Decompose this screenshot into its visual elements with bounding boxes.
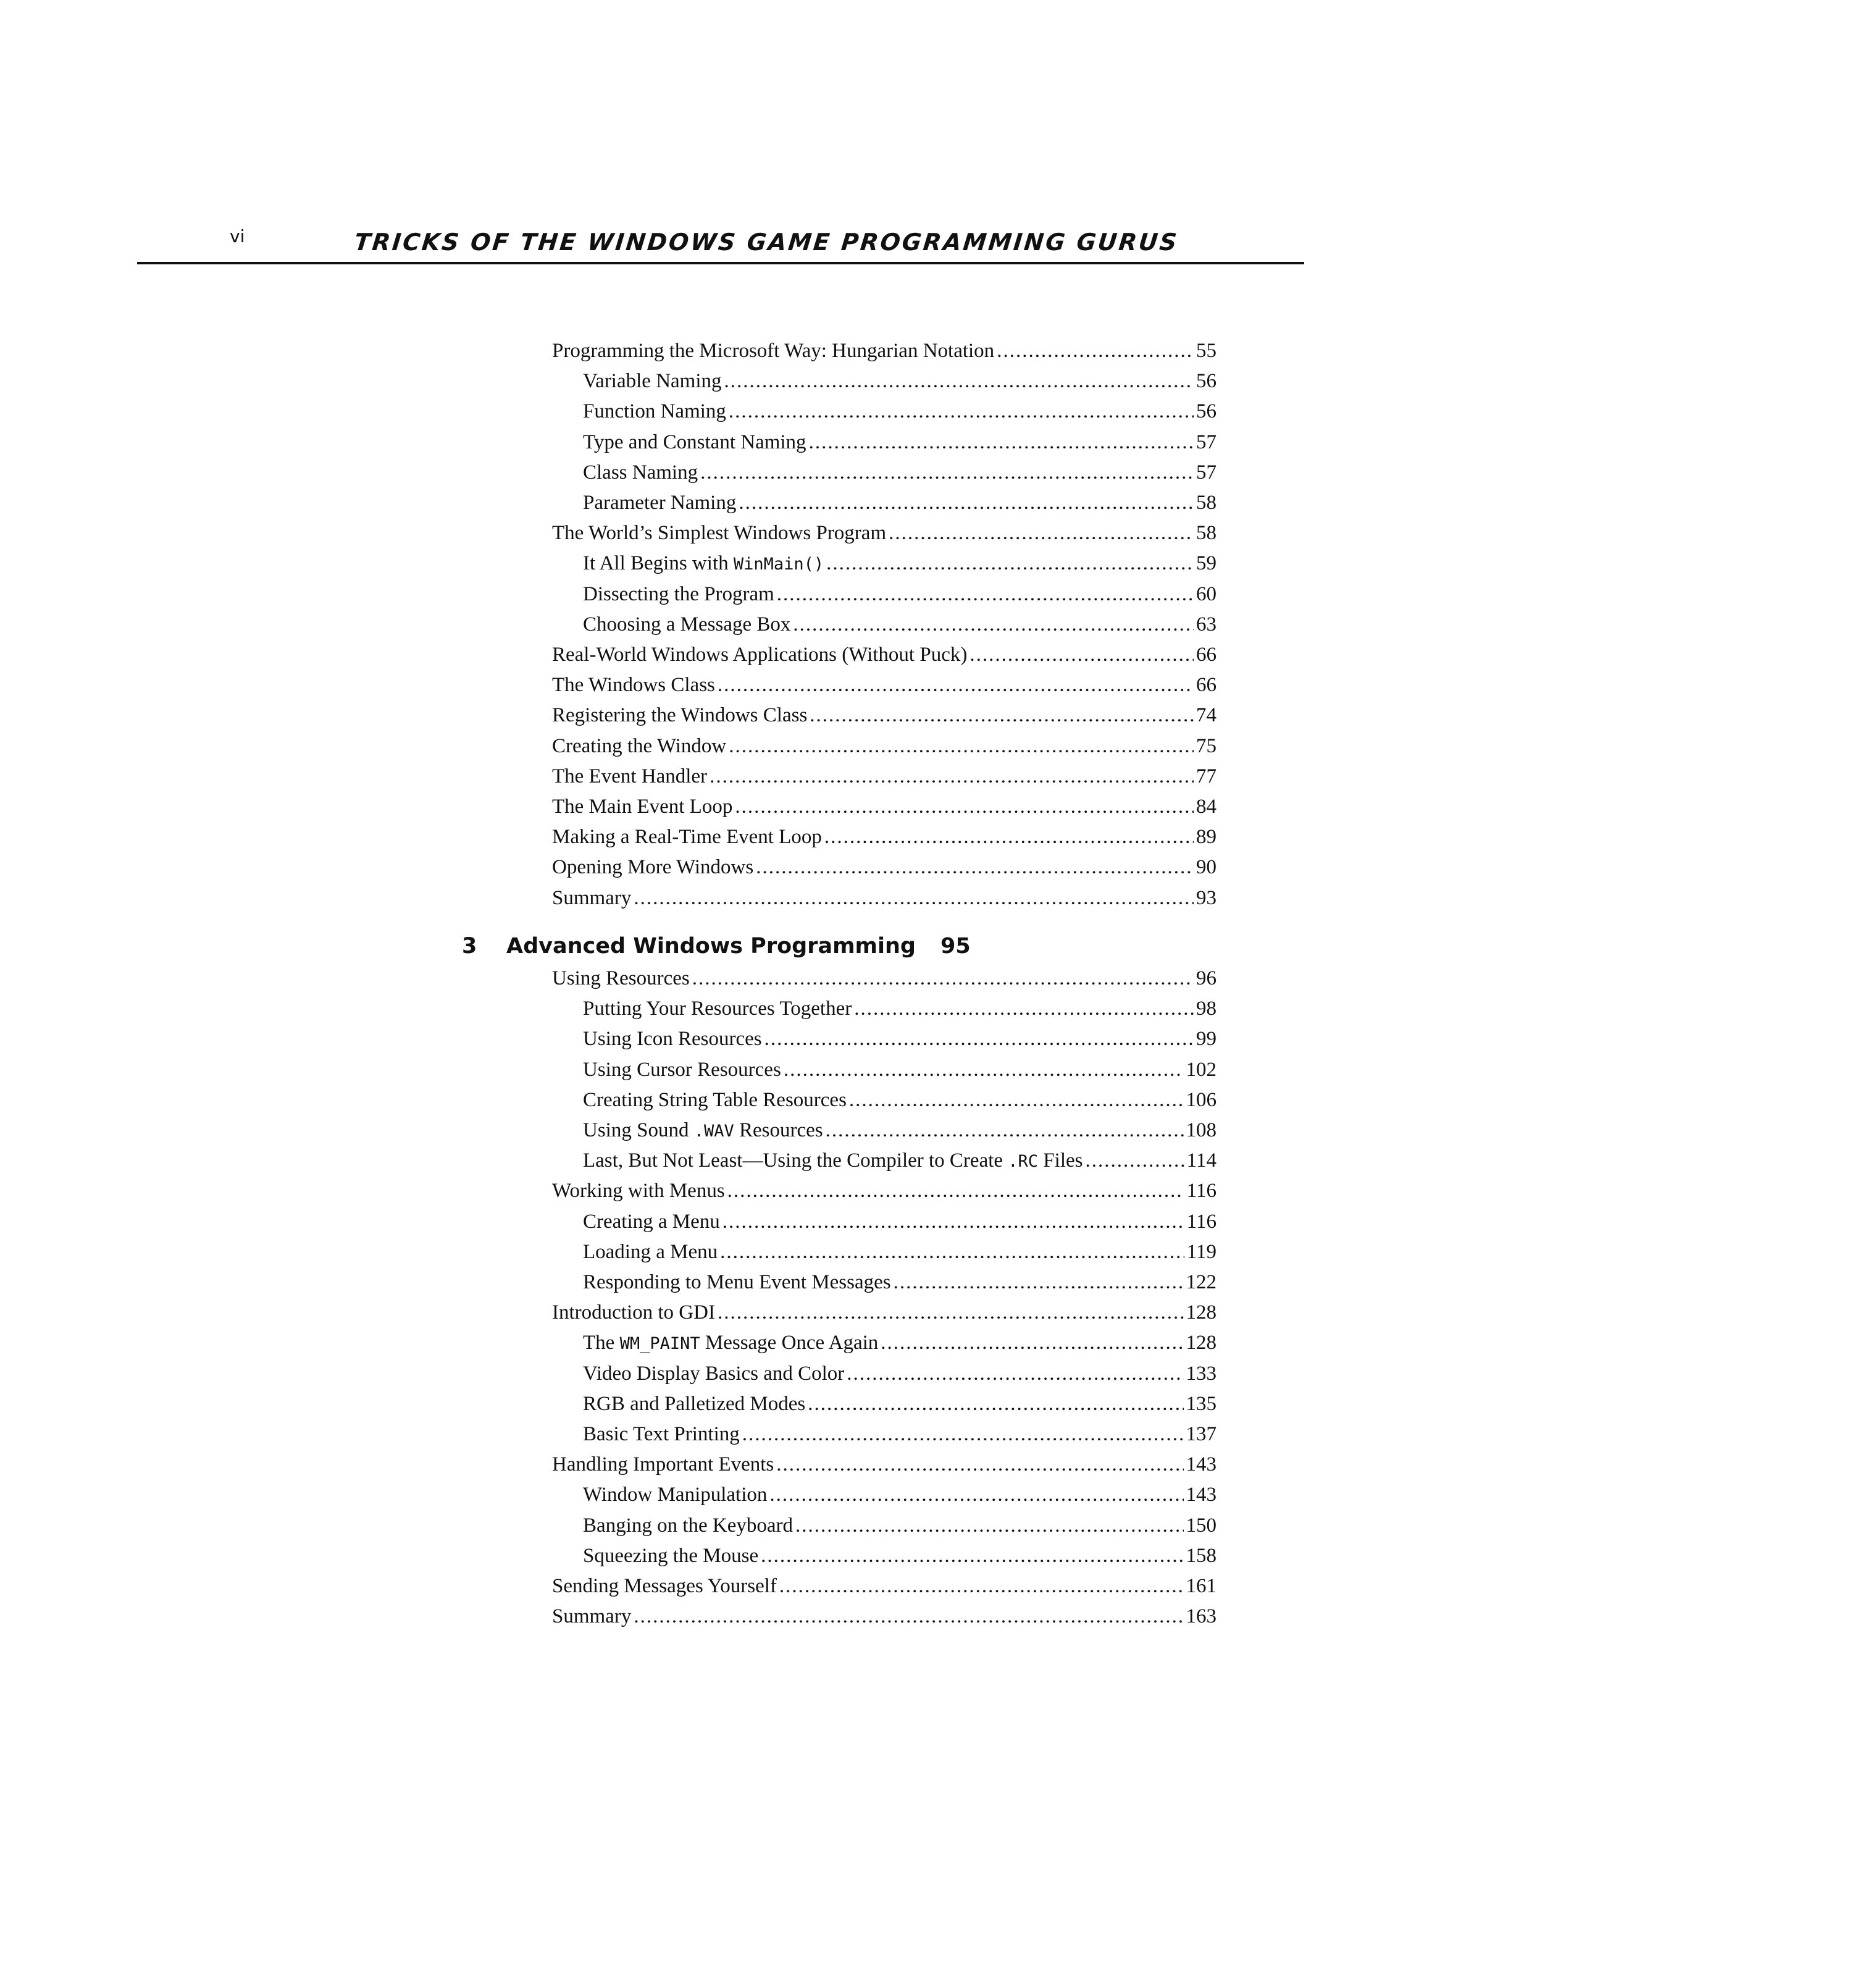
toc-entry-title xyxy=(583,1484,767,1506)
toc-entry-title xyxy=(552,1453,774,1476)
dot-leader xyxy=(826,1119,1184,1142)
toc-entry-title xyxy=(583,431,806,454)
title-text: Working with Menus xyxy=(552,1180,725,1203)
dot-leader xyxy=(881,1332,1183,1354)
title-text: It All Begins with xyxy=(583,552,734,575)
title-text: Resources xyxy=(734,1119,823,1141)
toc-entry-title xyxy=(552,1301,715,1324)
toc-entry-title xyxy=(583,370,722,393)
dot-leader xyxy=(997,340,1194,363)
code-token: .WAV xyxy=(693,1122,734,1141)
toc-entry-title xyxy=(583,583,774,606)
toc-entry xyxy=(583,1271,1216,1301)
toc-entry xyxy=(583,1089,1216,1119)
dot-leader xyxy=(779,1575,1184,1598)
toc-entry-page: 116 xyxy=(1186,1210,1216,1233)
title-text: The World’s Simplest Windows Program xyxy=(552,522,887,545)
dot-leader xyxy=(808,1393,1183,1416)
toc-entry-page: 128 xyxy=(1186,1332,1216,1354)
toc-entry xyxy=(583,370,1216,400)
toc-entry-title xyxy=(583,1362,844,1385)
toc-entry-page: 77 xyxy=(1196,765,1216,787)
toc-entry-page: 143 xyxy=(1186,1453,1216,1476)
toc-entry xyxy=(583,997,1216,1027)
dot-leader xyxy=(761,1545,1183,1568)
toc-entry-title xyxy=(583,613,790,636)
toc-entry-page: 66 xyxy=(1196,644,1216,666)
title-text: The xyxy=(583,1332,620,1354)
dot-leader xyxy=(724,370,1194,393)
title-text: Creating String Table Resources xyxy=(583,1088,847,1111)
dot-leader xyxy=(692,967,1194,990)
toc-entry-title xyxy=(583,492,736,514)
title-text: Choosing a Message Box xyxy=(583,613,791,636)
toc-entry-page: 57 xyxy=(1196,430,1216,453)
toc-entry-page: 163 xyxy=(1186,1605,1216,1628)
toc-entry xyxy=(552,887,1216,917)
dot-leader xyxy=(710,765,1194,788)
dot-leader xyxy=(634,1605,1183,1628)
toc-entry-title xyxy=(552,1575,777,1598)
toc-entry xyxy=(552,1453,1216,1483)
dot-leader xyxy=(969,644,1194,666)
dot-leader xyxy=(720,1241,1184,1264)
dot-leader xyxy=(727,1180,1184,1203)
toc-entry xyxy=(583,431,1216,461)
toc-entry xyxy=(583,1059,1216,1088)
toc-entry-page: 133 xyxy=(1186,1362,1216,1385)
toc-entry-title xyxy=(583,1423,740,1446)
toc-entry xyxy=(583,583,1216,613)
toc-entry-page: 114 xyxy=(1186,1149,1216,1172)
toc-entry xyxy=(583,492,1216,521)
toc-entry-page: 135 xyxy=(1186,1392,1216,1415)
toc-entry xyxy=(583,1241,1216,1270)
toc-entry xyxy=(552,796,1216,825)
chapter-number: 3 xyxy=(462,934,477,959)
title-text: Squeezing the Mouse xyxy=(583,1544,759,1567)
toc-entry xyxy=(583,613,1216,643)
toc-entry xyxy=(583,1332,1216,1361)
title-text: Window Manipulation xyxy=(583,1484,768,1506)
toc-entry-page: 128 xyxy=(1186,1301,1216,1324)
toc-entry xyxy=(552,967,1216,997)
toc-entry-page: 89 xyxy=(1196,826,1216,849)
dot-leader xyxy=(769,1484,1183,1506)
toc-entry-title xyxy=(552,826,822,849)
title-text: Variable Naming xyxy=(583,370,722,393)
dot-leader xyxy=(739,492,1194,514)
dot-leader xyxy=(722,1211,1184,1233)
title-text: Summary xyxy=(552,1605,632,1628)
toc-entry-title xyxy=(583,461,698,484)
title-text: Creating a Menu xyxy=(583,1210,720,1233)
toc-entry-title xyxy=(552,967,690,990)
toc-entry-page: 106 xyxy=(1186,1088,1216,1111)
toc-entry-title xyxy=(552,340,994,363)
title-text: Parameter Naming xyxy=(583,492,737,514)
chapter-heading xyxy=(462,934,971,959)
toc-entry xyxy=(552,735,1216,765)
toc-entry xyxy=(552,1301,1216,1331)
toc-entry-page: 58 xyxy=(1196,522,1216,545)
title-text: Video Display Basics and Color xyxy=(583,1362,845,1385)
dot-leader xyxy=(847,1362,1183,1385)
toc-entry xyxy=(583,552,1216,582)
toc-entry-title xyxy=(552,765,707,788)
dot-leader xyxy=(735,796,1194,818)
toc-entry-page: 102 xyxy=(1186,1058,1216,1081)
toc-entry-page: 90 xyxy=(1196,856,1216,879)
title-text: Using Icon Resources xyxy=(583,1028,762,1051)
title-text: Real-World Windows Applications (Without Puck) xyxy=(552,644,968,666)
title-text: Last, But Not Least—Using the Compiler to Create xyxy=(583,1149,1008,1172)
toc-entry-page: 75 xyxy=(1196,734,1216,757)
page-number: vi xyxy=(230,226,245,246)
dot-leader xyxy=(795,1514,1183,1537)
dot-leader xyxy=(718,674,1194,697)
toc-entry xyxy=(583,1211,1216,1240)
toc-entry-page: 60 xyxy=(1196,582,1216,605)
code-token: WinMain() xyxy=(733,555,824,574)
dot-leader xyxy=(894,1271,1184,1294)
dot-leader xyxy=(824,826,1194,849)
toc-entry-title xyxy=(583,1545,758,1568)
title-text: The Event Handler xyxy=(552,765,708,787)
header-rule xyxy=(137,262,1304,264)
dot-leader xyxy=(776,1453,1183,1476)
title-text: Making a Real-Time Event Loop xyxy=(552,826,822,849)
title-text: Basic Text Printing xyxy=(583,1423,740,1445)
running-header-title: TRICKS OF THE WINDOWS GAME PROGRAMMING GURUS xyxy=(353,229,1180,256)
dot-leader xyxy=(809,431,1194,454)
toc-entry xyxy=(583,1028,1216,1057)
toc-entry-page: 122 xyxy=(1186,1271,1216,1293)
toc-entry xyxy=(552,856,1216,886)
toc-entry-title xyxy=(583,1149,1083,1172)
dot-leader xyxy=(889,522,1194,545)
toc-entry xyxy=(552,1180,1216,1209)
title-text: Loading a Menu xyxy=(583,1240,718,1263)
title-text: Files xyxy=(1038,1149,1083,1172)
toc-entry xyxy=(552,674,1216,703)
toc-entry-title xyxy=(552,796,732,818)
dot-leader xyxy=(764,1028,1194,1051)
toc-entry xyxy=(552,644,1216,673)
title-text: The Windows Class xyxy=(552,674,715,697)
dot-leader xyxy=(700,461,1194,484)
title-text: Using Sound xyxy=(583,1119,694,1141)
toc-entry xyxy=(552,704,1216,734)
toc-entry-page: 96 xyxy=(1196,967,1216,989)
title-text: Introduction to GDI xyxy=(552,1301,715,1324)
code-token: WM_PAINT xyxy=(619,1334,700,1354)
title-text: The Main Event Loop xyxy=(552,796,733,818)
toc-entry xyxy=(583,1545,1216,1574)
toc-entry xyxy=(583,1423,1216,1453)
dot-leader xyxy=(718,1301,1184,1324)
title-text: Programming the Microsoft Way: Hungarian Notation xyxy=(552,340,995,362)
toc-entry xyxy=(583,1362,1216,1392)
title-text: Dissecting the Program xyxy=(583,582,774,605)
toc-entry-title xyxy=(552,1605,631,1628)
toc-entry-title xyxy=(583,1059,781,1081)
toc-entry-title xyxy=(552,735,726,758)
toc-entry-title xyxy=(552,644,967,666)
toc-entry-page: 58 xyxy=(1196,492,1216,514)
toc-entry-title xyxy=(583,1211,720,1233)
toc-entry xyxy=(552,340,1216,369)
toc-entry-page: 56 xyxy=(1196,370,1216,393)
toc-entry-page: 59 xyxy=(1196,552,1216,575)
toc-entry xyxy=(552,765,1216,795)
toc-entry-page: 55 xyxy=(1196,340,1216,362)
title-text: Creating the Window xyxy=(552,734,727,757)
toc-entry xyxy=(552,826,1216,855)
title-text: Registering the Windows Class xyxy=(552,704,808,727)
dot-leader xyxy=(634,887,1194,910)
toc-entry-page: 74 xyxy=(1196,704,1216,727)
toc-entry xyxy=(583,1119,1216,1149)
toc-entry-title xyxy=(552,1180,725,1203)
dot-leader xyxy=(854,997,1194,1020)
dot-leader xyxy=(784,1059,1184,1081)
toc-entry-title xyxy=(583,1332,878,1354)
title-text: Class Naming xyxy=(583,461,698,484)
toc-entry-title xyxy=(552,674,715,697)
toc-entry-page: 119 xyxy=(1186,1240,1216,1263)
title-text: Using Resources xyxy=(552,967,690,989)
toc-entry-title xyxy=(583,1089,847,1112)
toc-entry-page: 84 xyxy=(1196,796,1216,818)
title-text: Message Once Again xyxy=(700,1332,879,1354)
toc-entry-page: 66 xyxy=(1196,674,1216,697)
toc-entry-page: 98 xyxy=(1196,997,1216,1020)
toc-entry xyxy=(583,400,1216,430)
toc-entry-page: 143 xyxy=(1186,1484,1216,1506)
toc-entry-page: 57 xyxy=(1196,461,1216,484)
title-text: Using Cursor Resources xyxy=(583,1058,781,1081)
toc-entry-page: 63 xyxy=(1196,613,1216,636)
title-text: RGB and Palletized Modes xyxy=(583,1392,806,1415)
dot-leader xyxy=(849,1089,1184,1112)
dot-leader xyxy=(729,400,1194,423)
dot-leader xyxy=(1086,1149,1184,1172)
title-text: Responding to Menu Event Messages xyxy=(583,1271,891,1293)
title-text: Type and Constant Naming xyxy=(583,430,806,453)
toc-entry xyxy=(583,1393,1216,1422)
toc-entry-page: 99 xyxy=(1196,1028,1216,1051)
toc-entry-title xyxy=(552,704,807,727)
dot-leader xyxy=(793,613,1194,636)
dot-leader xyxy=(756,856,1194,879)
title-text: Function Naming xyxy=(583,400,726,423)
toc-entry-page: 93 xyxy=(1196,886,1216,909)
title-text: Opening More Windows xyxy=(552,856,754,879)
dot-leader xyxy=(777,583,1194,606)
title-text: Handling Important Events xyxy=(552,1453,774,1476)
toc-entry-page: 137 xyxy=(1186,1423,1216,1445)
toc-entry-page: 56 xyxy=(1196,400,1216,423)
code-token: .RC xyxy=(1008,1152,1039,1172)
toc-entry-title xyxy=(583,1119,823,1142)
toc-entry-page: 158 xyxy=(1186,1544,1216,1567)
chapter-page-number: 95 xyxy=(940,934,971,959)
toc-entry xyxy=(583,1484,1216,1513)
toc-entry-title xyxy=(583,1393,805,1416)
toc-entry-title xyxy=(552,887,631,910)
toc-entry-title xyxy=(583,400,726,423)
title-text: Putting Your Resources Together xyxy=(583,997,852,1020)
title-text: Banging on the Keyboard xyxy=(583,1514,794,1537)
toc-entry xyxy=(583,1149,1216,1179)
dot-leader xyxy=(826,552,1194,575)
toc-entry xyxy=(583,461,1216,491)
toc-entry xyxy=(552,522,1216,552)
toc-entry-title xyxy=(583,552,824,575)
dot-leader xyxy=(810,704,1194,727)
toc-entry-page: 161 xyxy=(1186,1575,1216,1597)
toc-entry xyxy=(583,1514,1216,1544)
toc-entry-page: 116 xyxy=(1186,1180,1216,1203)
toc-entry xyxy=(552,1605,1216,1635)
toc-entry-title xyxy=(552,522,886,545)
toc-entry-page: 150 xyxy=(1186,1514,1216,1537)
toc-entry-title xyxy=(583,1271,891,1294)
toc-entry xyxy=(552,1575,1216,1605)
title-text: Summary xyxy=(552,886,632,909)
toc-entry-title xyxy=(583,1241,718,1264)
toc-entry-title xyxy=(583,1028,762,1051)
chapter-title: Advanced Windows Programming xyxy=(506,934,916,959)
toc-entry-title xyxy=(583,1514,793,1537)
toc-entry-page: 108 xyxy=(1186,1119,1216,1141)
dot-leader xyxy=(742,1423,1184,1446)
toc-entry-title xyxy=(552,856,753,879)
dot-leader xyxy=(729,735,1194,758)
toc-entry-title xyxy=(583,997,852,1020)
title-text: Sending Messages Yourself xyxy=(552,1575,777,1597)
